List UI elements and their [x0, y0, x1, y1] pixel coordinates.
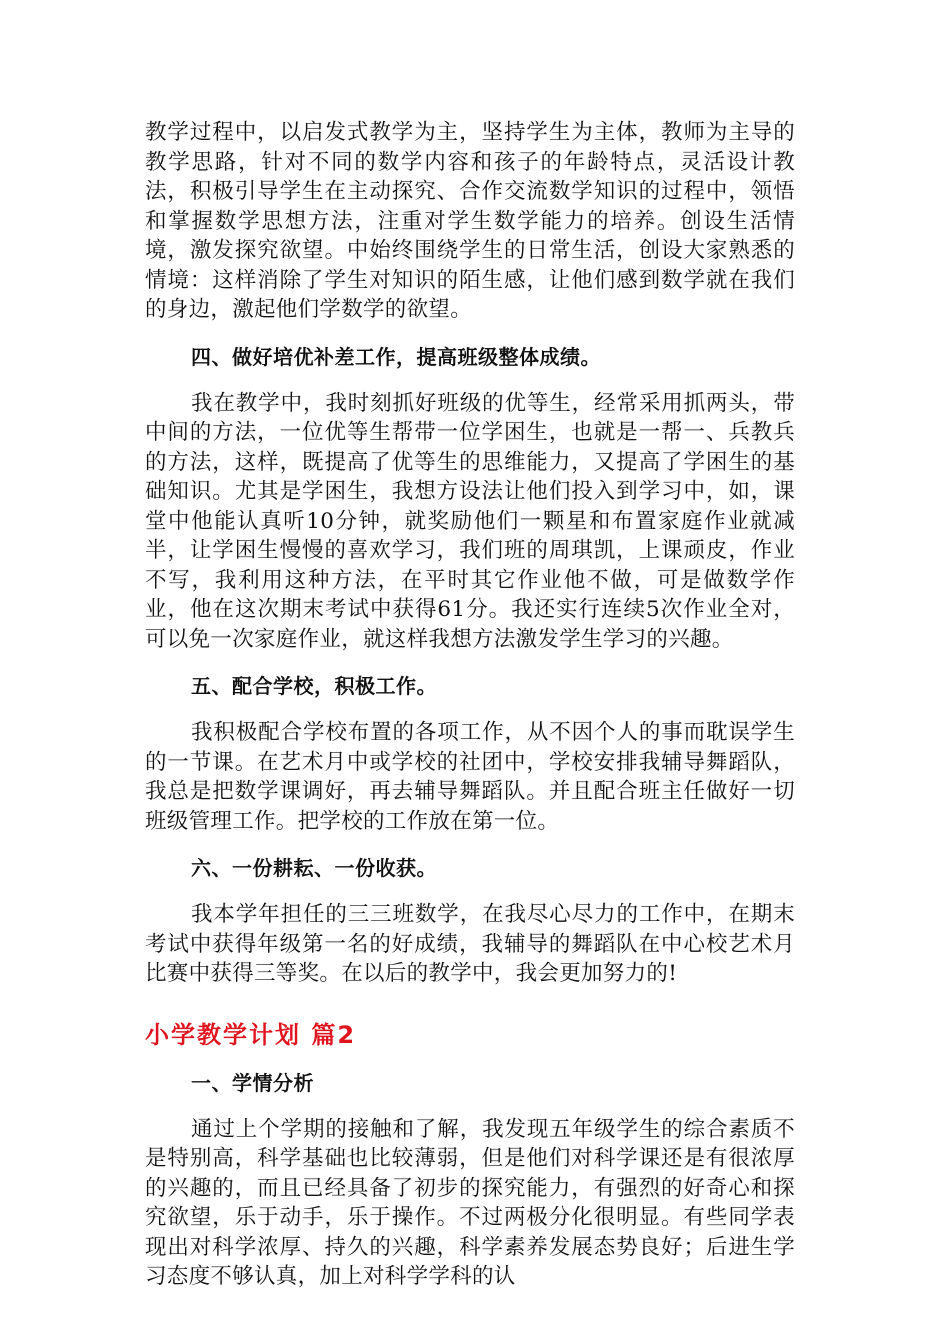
- document-page: [145, 118, 795, 1292]
- section-6-heading: 六、一份耕耘、一份收获。: [191, 856, 437, 880]
- part-2-subheading: 一、学情分析: [191, 1070, 314, 1095]
- section-5-body: 我积极配合学校布置的各项工作，从不因个人的事而耽误学生的一节课。在艺术月中或学校的社团中，学校安排我辅导舞蹈队，我总是把数学课调好，再去辅导舞蹈队。并且配合班主任做好一切班级管理工作。把学校的工作放在第一位。: [145, 720, 795, 834]
- section-4-body: 我在教学中，我时刻抓好班级的优等生，经常采用抓两头，带中间的方法，一位优等生帮带一位学困生，也就是一帮一、兵教兵的方法，这样，既提高了优等生的思维能力，又提高了学困生的基础知识。尤其是学困生，我想方设法让他们投入到学习中，如，课堂中他能认真听10分钟，就奖励他们一颗星和布置家庭作业就减半，让学困生慢慢的喜欢学习，我们班的周琪凯，上课顽皮，作业不写，我利用这种方法，在平时其它作业他不做，可是做数学作业，他在这次期末考试中获得61分。我还实行连续5次作业全对，可以免一次家庭作业，就这样我想方法激发学生学习的兴趣。: [145, 390, 795, 652]
- section-4-heading: 四、做好培优补差工作，提高班级整体成绩。: [191, 344, 601, 369]
- part-2-title: 小学教学计划 篇2: [145, 1020, 357, 1049]
- section-5-heading: 五、配合学校，积极工作。: [191, 674, 437, 698]
- intro-paragraph: 教学过程中，以启发式教学为主，坚持学生为主体，教师为主导的教学思路，针对不同的数学内容和孩子的年龄特点，灵活设计教法，积极引导学生在主动探究、合作交流数学知识的过程中，领悟和掌握数学思想方法，注重对学生数学能力的培养。创设生活情境，激发探究欲望。中始终围绕学生的日常生活，创设大家熟悉的情境：这样消除了学生对知识的陌生感，让他们感到数学就在我们的身边，激起他们学数学的欲望。: [145, 120, 795, 322]
- section-6-body: 我本学年担任的三三班数学，在我尽心尽力的工作中，在期末考试中获得年级第一名的好成绩，我辅导的舞蹈队在中心校艺术月比赛中获得三等奖。在以后的教学中，我会更加努力的!: [145, 902, 795, 986]
- part-2-body: 通过上个学期的接触和了解，我发现五年级学生的综合素质不是特别高，科学基础也比较薄弱，但是他们对科学课还是有很浓厚的兴趣的，而且已经具备了初步的探究能力，有强烈的好奇心和探究欲望，乐于动手，乐于操作。不过两极分化很明显。有些同学表现出对科学浓厚、持久的兴趣，科学素养发展态势良好；后进生学习态度不够认真，加上对科学学科的认: [145, 1116, 795, 1289]
